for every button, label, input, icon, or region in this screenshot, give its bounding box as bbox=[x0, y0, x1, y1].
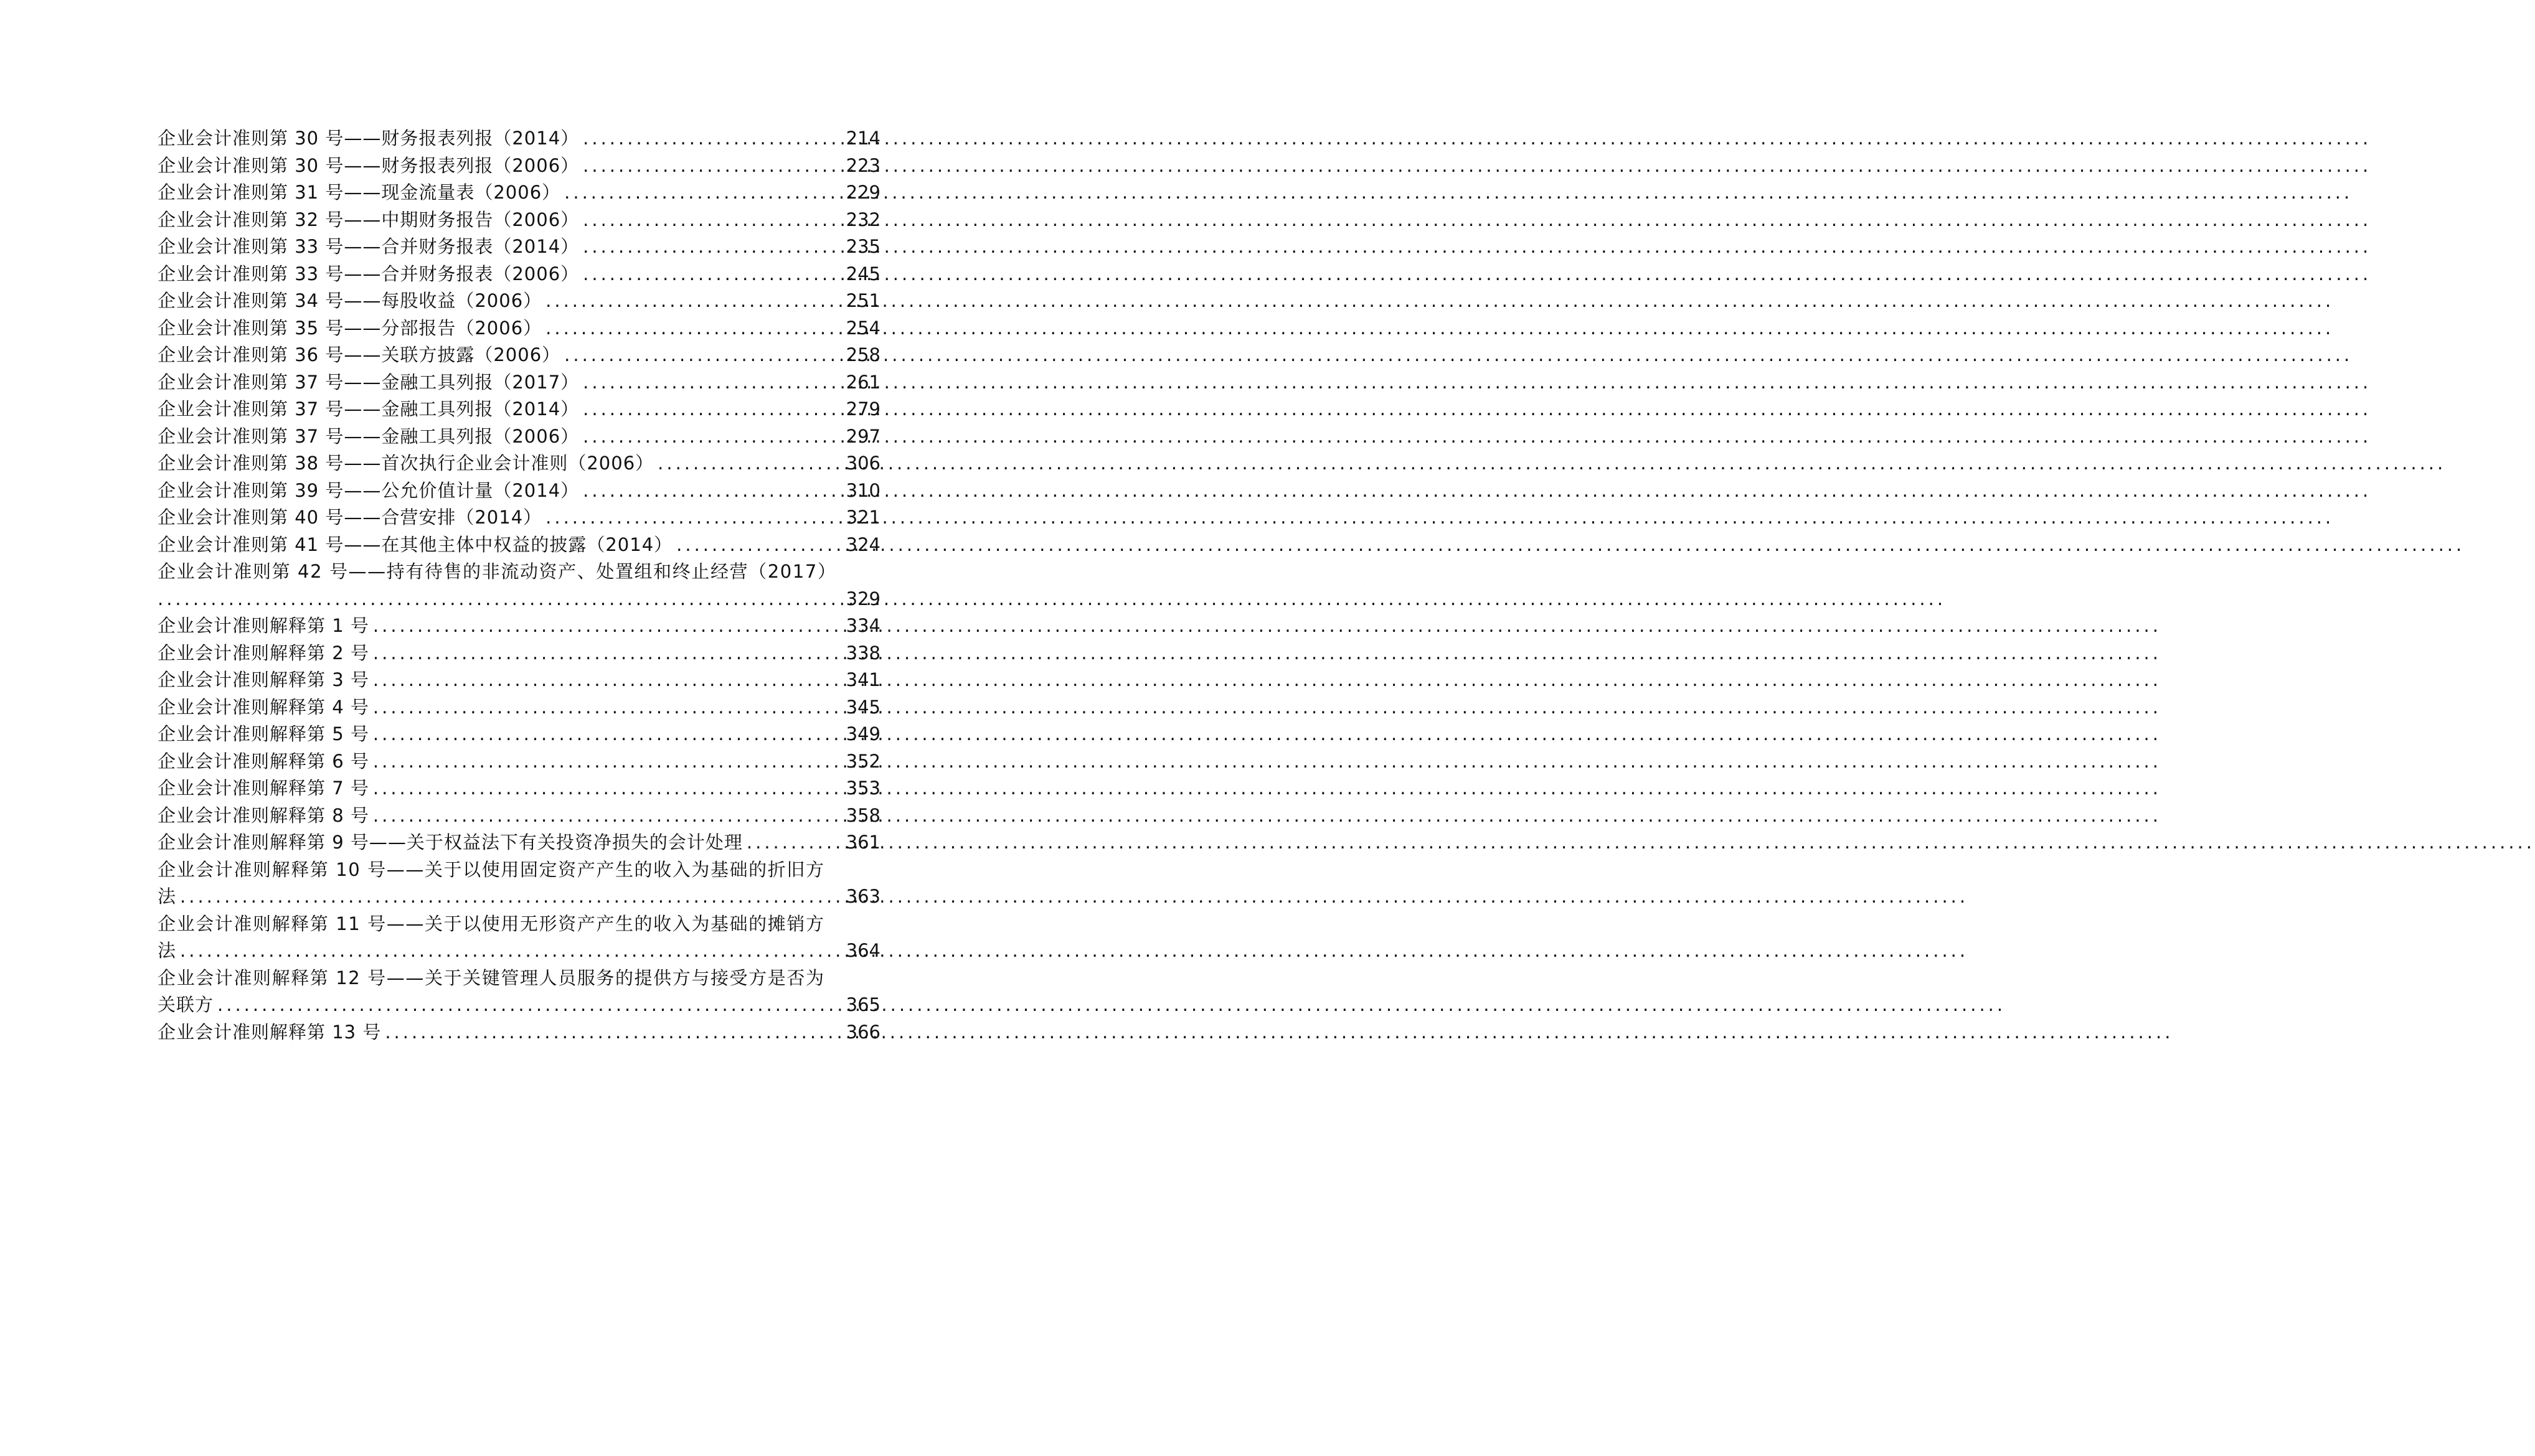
toc-entry-page-number: 321 bbox=[846, 507, 880, 528]
toc-entry[interactable] bbox=[158, 775, 880, 802]
toc-entry[interactable] bbox=[158, 911, 880, 965]
dot-leader bbox=[676, 532, 843, 559]
toc-entry-title: 企业会计准则第 32 号——中期财务报告（2006） bbox=[158, 209, 580, 230]
toc-entry-page-number: 251 bbox=[846, 290, 880, 311]
toc-entry-page-number: 229 bbox=[846, 182, 880, 203]
toc-entry-title: 企业会计准则解释第 6 号 bbox=[158, 750, 369, 772]
toc-entry-title: 企业会计准则第 33 号——合并财务报表（2014） bbox=[158, 236, 580, 257]
dot-leader bbox=[373, 748, 844, 776]
toc-entry[interactable] bbox=[158, 261, 880, 288]
dot-leader bbox=[180, 883, 844, 911]
dot-leader bbox=[583, 233, 843, 261]
toc-entry[interactable] bbox=[158, 450, 880, 477]
document-page bbox=[0, 0, 1030, 1456]
dot-leader bbox=[158, 586, 844, 613]
toc-entry[interactable] bbox=[158, 857, 880, 911]
toc-entry[interactable] bbox=[158, 640, 880, 667]
toc-entry-page-number: 341 bbox=[846, 669, 880, 690]
toc-entry-title: 企业会计准则第 33 号——合并财务报表（2006） bbox=[158, 263, 580, 284]
toc-entry[interactable] bbox=[158, 288, 880, 315]
toc-entry-title: 企业会计准则解释第 1 号 bbox=[158, 615, 369, 636]
dot-leader bbox=[373, 667, 844, 694]
toc-entry-title: 企业会计准则第 35 号——分部报告（2006） bbox=[158, 317, 542, 339]
toc-entry-page-number: 254 bbox=[846, 317, 880, 339]
dot-leader bbox=[564, 342, 843, 369]
toc-entry-title: 企业会计准则第 37 号——金融工具列报（2017） bbox=[158, 371, 580, 393]
toc-entry-title: 企业会计准则第 37 号——金融工具列报（2014） bbox=[158, 398, 580, 420]
dot-leader bbox=[217, 992, 844, 1019]
dot-leader bbox=[545, 504, 843, 532]
dot-leader bbox=[373, 775, 844, 802]
toc-entry-page-number: 345 bbox=[846, 696, 880, 718]
toc-entry-title: 企业会计准则解释第 9 号——关于权益法下有关投资净损失的会计处理 bbox=[158, 832, 743, 853]
toc-entry-page-number: 364 bbox=[846, 940, 880, 961]
toc-entry[interactable] bbox=[158, 829, 880, 857]
toc-entry[interactable] bbox=[158, 1019, 880, 1046]
toc-entry-title-line1: 企业会计准则解释第 10 号——关于以使用固定资产产生的收入为基础的折旧方 bbox=[158, 858, 825, 880]
toc-entry[interactable] bbox=[158, 396, 880, 423]
dot-leader bbox=[583, 261, 843, 288]
dot-leader bbox=[583, 369, 843, 397]
toc-entry[interactable] bbox=[158, 613, 880, 640]
toc-entry-title: 企业会计准则解释第 7 号 bbox=[158, 777, 369, 799]
toc-entry-title-line1: 企业会计准则解释第 11 号——关于以使用无形资产产生的收入为基础的摊销方 bbox=[158, 913, 825, 934]
toc-entry-title-line2: 法 bbox=[158, 940, 177, 961]
toc-entry[interactable] bbox=[158, 315, 880, 342]
toc-entry[interactable] bbox=[158, 667, 880, 694]
toc-entry-page-number: 353 bbox=[846, 777, 880, 799]
toc-entry-title: 企业会计准则第 39 号——公允价值计量（2014） bbox=[158, 479, 580, 501]
toc-entry-title: 企业会计准则解释第 4 号 bbox=[158, 696, 369, 718]
toc-entry-page-number: 310 bbox=[846, 479, 880, 501]
toc-entry[interactable] bbox=[158, 207, 880, 234]
toc-entry[interactable] bbox=[158, 125, 880, 153]
toc-entry-title: 企业会计准则第 30 号——财务报表列报（2006） bbox=[158, 154, 580, 176]
dot-leader bbox=[545, 288, 843, 315]
toc-entry[interactable] bbox=[158, 802, 880, 830]
table-of-contents bbox=[158, 125, 880, 1046]
dot-leader bbox=[180, 937, 844, 965]
dot-leader bbox=[747, 829, 844, 857]
toc-entry-page-number: 297 bbox=[846, 425, 880, 447]
dot-leader bbox=[385, 1019, 843, 1046]
toc-entry[interactable] bbox=[158, 179, 880, 207]
toc-entry-page-number: 349 bbox=[846, 723, 880, 744]
toc-entry-page-number: 329 bbox=[846, 588, 880, 609]
dot-leader bbox=[583, 423, 843, 451]
toc-entry-page-number: 261 bbox=[846, 371, 880, 393]
toc-entry-page-number: 366 bbox=[846, 1021, 880, 1043]
dot-leader bbox=[658, 450, 843, 477]
toc-entry[interactable] bbox=[158, 477, 880, 505]
dot-leader bbox=[373, 694, 844, 721]
toc-entry-title: 企业会计准则第 36 号——关联方披露（2006） bbox=[158, 344, 561, 365]
dot-leader bbox=[373, 613, 844, 640]
toc-entry-title-line2: 关联方 bbox=[158, 994, 214, 1015]
toc-entry-page-number: 352 bbox=[846, 750, 880, 772]
dot-leader bbox=[545, 315, 843, 342]
toc-entry-title-line1: 企业会计准则解释第 12 号——关于关键管理人员服务的提供方与接受方是否为 bbox=[158, 967, 825, 989]
dot-leader bbox=[583, 477, 843, 505]
toc-entry-title: 企业会计准则第 40 号——合营安排（2014） bbox=[158, 507, 542, 528]
toc-entry-page-number: 214 bbox=[846, 128, 880, 149]
toc-entry-title-line1: 企业会计准则第 42 号——持有待售的非流动资产、处置组和终止经营（2017） bbox=[158, 561, 837, 582]
toc-entry-page-number: 245 bbox=[846, 263, 880, 284]
toc-entry[interactable] bbox=[158, 965, 880, 1019]
dot-leader bbox=[583, 125, 843, 153]
toc-entry[interactable] bbox=[158, 694, 880, 721]
toc-entry[interactable] bbox=[158, 423, 880, 451]
toc-entry-page-number: 334 bbox=[846, 615, 880, 636]
toc-entry-title: 企业会计准则第 38 号——首次执行企业会计准则（2006） bbox=[158, 453, 654, 474]
toc-entry-title: 企业会计准则解释第 5 号 bbox=[158, 723, 369, 744]
toc-entry-title: 企业会计准则解释第 2 号 bbox=[158, 642, 369, 664]
dot-leader bbox=[583, 207, 843, 234]
toc-entry[interactable] bbox=[158, 748, 880, 776]
toc-entry-page-number: 338 bbox=[846, 642, 880, 664]
dot-leader bbox=[373, 721, 844, 748]
toc-entry[interactable] bbox=[158, 504, 880, 532]
toc-entry-page-number: 223 bbox=[846, 154, 880, 176]
toc-entry-page-number: 306 bbox=[846, 453, 880, 474]
dot-leader bbox=[583, 153, 843, 180]
toc-entry-title: 企业会计准则解释第 3 号 bbox=[158, 669, 369, 690]
toc-entry[interactable] bbox=[158, 153, 880, 180]
dot-leader bbox=[373, 802, 844, 830]
toc-entry[interactable] bbox=[158, 532, 880, 559]
toc-entry-title: 企业会计准则第 34 号——每股收益（2006） bbox=[158, 290, 542, 311]
toc-entry-title-line2: 法 bbox=[158, 886, 177, 907]
dot-leader bbox=[583, 396, 843, 423]
dot-leader bbox=[373, 640, 844, 667]
toc-entry-page-number: 361 bbox=[846, 832, 880, 853]
toc-entry[interactable] bbox=[158, 233, 880, 261]
toc-entry-page-number: 365 bbox=[846, 994, 880, 1015]
toc-entry-page-number: 235 bbox=[846, 236, 880, 257]
toc-entry[interactable] bbox=[158, 721, 880, 748]
dot-leader bbox=[564, 179, 843, 207]
toc-entry-title: 企业会计准则解释第 13 号 bbox=[158, 1021, 382, 1043]
toc-entry-page-number: 363 bbox=[846, 886, 880, 907]
toc-entry-page-number: 232 bbox=[846, 209, 880, 230]
toc-entry-title: 企业会计准则第 30 号——财务报表列报（2014） bbox=[158, 128, 580, 149]
toc-entry[interactable] bbox=[158, 369, 880, 397]
toc-entry[interactable] bbox=[158, 558, 880, 613]
toc-entry-title: 企业会计准则解释第 8 号 bbox=[158, 804, 369, 826]
toc-entry-page-number: 324 bbox=[846, 533, 880, 555]
toc-entry-page-number: 258 bbox=[846, 344, 880, 365]
toc-entry-title: 企业会计准则第 41 号——在其他主体中权益的披露（2014） bbox=[158, 533, 673, 555]
toc-entry-page-number: 358 bbox=[846, 804, 880, 826]
toc-entry-title: 企业会计准则第 31 号——现金流量表（2006） bbox=[158, 182, 561, 203]
toc-entry-page-number: 279 bbox=[846, 398, 880, 420]
toc-entry-title: 企业会计准则第 37 号——金融工具列报（2006） bbox=[158, 425, 580, 447]
toc-entry[interactable] bbox=[158, 342, 880, 369]
